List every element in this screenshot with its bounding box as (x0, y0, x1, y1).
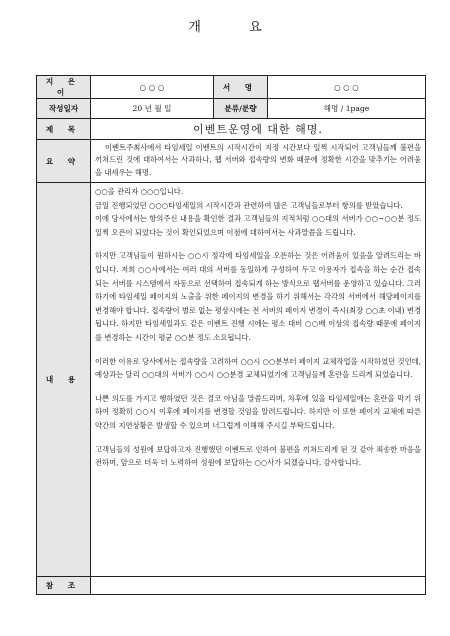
content-row (37, 183, 426, 577)
category-label: 분류/분량 (214, 99, 268, 119)
content-paragraph-5: 고객님들의 성원에 보답하고자 진행했던 이벤트로 인하여 불편을 끼쳐드리게 된 것 같아 죄송한 마음을 전하며, 앞으로 더욱 더 노력하여 성원에 보답하는 ○○사가 되겠습니다. 감사합니다. (95, 444, 421, 468)
subject-label: 제 목 (37, 119, 91, 140)
date-label: 작성일자 (37, 99, 91, 119)
date-value: 20 년 월 일 (91, 99, 214, 119)
category-value: 해명 / 1page (268, 99, 426, 119)
reference-label: 참 조 (37, 577, 91, 595)
subject-row (37, 119, 426, 140)
content-paragraph-2: 하지만 고객님들이 원하시는 ○○시 정각에 타임세일을 오픈하는 것은 어려움이 있음을 알려드리는 바입니다. 저희 ○○사에서는 여러 대의 서버를 동일하게 구성하여 두고 이용자가 접속을 하는 순간 접속되는 서버를 시스템에서 자동으로 선택하여 접속되게 하는 방식으로 웹서버를 운영하고 있습니다. 그러하기에 타임세일 페이지의 노출을 위한 페이지의 변경을 하기 위해서는 각각의 서버에서 해당페이지를 변경해야 합니다. 접속량이 별로 없는 평상시에는 전 서버의 페이지 변경이 즉시(최장 ○○초 이내) 변경됩니다. 하지만 타임세일과도 같은 이벤트 진행 시에는 평소 대비 ○○배 이상의 접속량 때문에 페이지를 변경하는 시간이 평균 ○○분 정도 소요됩니다. (95, 251, 421, 342)
reference-row (37, 577, 426, 595)
signature-label: 서 명 (214, 76, 268, 99)
document-title: 개 요 (188, 20, 284, 35)
summary-label: 요 약 (37, 140, 91, 183)
content-label: 내 용 (37, 183, 91, 577)
content-cell (91, 183, 426, 577)
author-value: ○ ○ ○ (91, 76, 214, 99)
content-paragraph-3: 이러한 이유로 당사에서는 접속량을 고려하여 ○○시 ○○분부터 페이지 교체작업을 시작하였던 것인데, 예상과는 달리 ○○대의 서버가 ○○시 ○○분경 교체되었기에 고객님들께 혼란을 드리게 되었습니다. (95, 356, 421, 380)
summary-text: 이벤트주최사에서 타임세일 이벤트의 시작시간이 지정 시간보다 일찍 시작되어 고객님들께 불편을 끼쳐드린 것에 대하여서는 사과하나, 웹 서버와 접속량의 변화 때문에 정확한 시간을 맞추기는 어려움을 내세우는 해명. (95, 142, 421, 177)
content-paragraph-4: 나쁜 의도를 가지고 행하였던 것은 결코 아님을 말씀드리며, 차후에 있을 타임세일에는 혼란을 막기 위하여 정확히 ○○시 이후에 페이지를 변경할 것임을 알려드립니다. 하지만 이 또한 페이지 교체에 따른 약간의 지연상황은 발생할 수 있으며 너그럽게 이해해 주시길 부탁드립니다. (95, 393, 421, 430)
summary-cell (91, 140, 426, 183)
reference-value (91, 577, 426, 595)
summary-form-table (36, 75, 426, 595)
author-row (37, 76, 426, 99)
signature-value: ○ ○ ○ (268, 76, 426, 99)
date-row (37, 99, 426, 119)
subject-value: 이벤트운영에 대한 해명. (91, 119, 426, 140)
author-label: 지 은 이 (37, 76, 91, 99)
summary-row (37, 140, 426, 183)
content-paragraph-1: ○○을 관리자 ○○○입니다. 금일 진행되었던 ○○○타임세일의 시작시간과 관련하여 많은 고객님들로부터 항의를 받았습니다. 이에 당사에서는 항의주신 내용을 확인한 결과 고객님들의 지적처럼 ○○대의 서버가 ○○~○○분 정도 일찍 오픈이 되었다는 것이 확인되었으며 이점에 대하여서는 사과말씀을 드립니다. (95, 187, 421, 237)
